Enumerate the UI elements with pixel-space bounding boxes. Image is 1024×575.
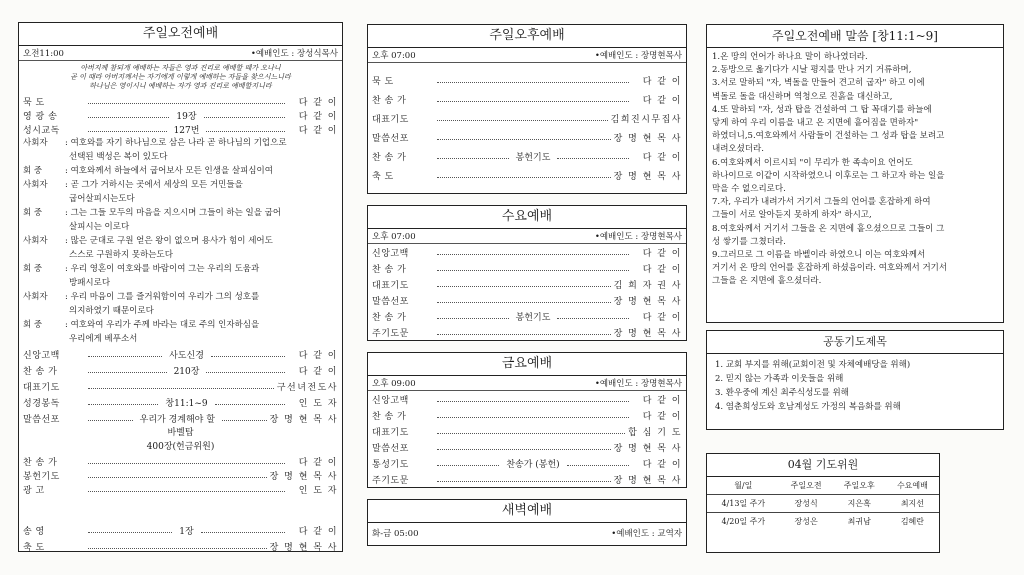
order-row <box>368 128 686 147</box>
order-person: 김 희 자 권 사 <box>613 280 682 291</box>
order-label: 찬 송 가 <box>372 96 407 106</box>
order-detail: 찬송가 (봉헌) <box>502 457 563 470</box>
order-detail: 창11:1~9 <box>161 396 211 409</box>
order-row <box>368 71 686 90</box>
responsive-line <box>19 290 342 304</box>
reading-cont: 굽어살피시는도다 <box>69 194 135 204</box>
verse-line: 내려오셨더라. <box>712 144 764 155</box>
order-label: 영 광 송 <box>23 111 58 122</box>
responsive-line <box>19 318 342 332</box>
reading-cont: 우리에게 베푸소서 <box>69 334 138 344</box>
responsive-reading <box>19 136 342 346</box>
morning-service-panel <box>18 22 343 552</box>
responsive-line <box>19 136 342 150</box>
verse-line: 4.또 말하되 "자, 성과 탑을 건설하여 그 탑 꼭대기를 하늘에 <box>712 104 932 115</box>
prayer-topic-item: 4. 염춘희성도와 호남계성도 가정의 복음화를 위해 <box>715 402 901 412</box>
sermon-text-title: 주일오전예배 말씀 [창11:1~9] <box>707 25 1003 48</box>
verse-line: 1.온 땅의 언어가 하나요 말이 하나였더라. <box>712 52 868 62</box>
table-cell: 최귀남 <box>833 513 886 531</box>
order-label: 찬 송 가 <box>372 312 407 323</box>
order-row <box>19 394 342 410</box>
order-label: 성경봉독 <box>23 398 60 409</box>
order-row <box>19 468 342 482</box>
order-person: 장 명 현 목 사 <box>613 296 682 307</box>
prayer-members-title: 04월 기도위원 <box>707 454 939 477</box>
order-row <box>368 455 686 471</box>
order-label: 찬 송 가 <box>372 153 407 163</box>
reading-text: : 우리 마음이 그를 즐거워함이여 우리가 그의 성호를 <box>65 292 260 302</box>
order-label: 대표기도 <box>372 280 409 291</box>
speaker: 회 중 <box>23 320 43 330</box>
dawn-service-title: 새벽예배 <box>368 500 686 523</box>
order-row <box>368 423 686 439</box>
order-label: 신앙고백 <box>372 395 409 406</box>
wednesday-header <box>368 229 686 244</box>
dawn-time: 화-금 05:00 <box>372 529 419 539</box>
reading-cont: 방패시로다 <box>69 278 111 288</box>
verse-line: 성 쌓기를 그쳤더라. <box>712 236 786 247</box>
order-person: 다 같 이 <box>642 459 683 470</box>
order-detail: 19장 <box>172 109 200 122</box>
reading-text: : 여호와를 자기 하나님으로 삼은 나라 곧 하나님의 기업으로 <box>65 138 287 148</box>
reading-cont: 살피시는 이로다 <box>69 222 130 232</box>
order-row <box>19 522 342 538</box>
order-row <box>368 166 686 185</box>
order-row <box>368 276 686 292</box>
responsive-line <box>19 206 342 220</box>
order-person: 장 명 현 목 사 <box>613 443 682 454</box>
order-person: 다 같 이 <box>642 153 682 163</box>
order-person: 인 도 자 <box>298 485 338 496</box>
afternoon-header <box>368 48 686 63</box>
verse-line: 거기서 온 땅의 언어를 혼잡하게 하셨음이라. 여호와께서 거기서 <box>712 263 948 274</box>
prayer-topic-item: 1. 교회 부지를 위해(교회이전 및 자체예배당을 위해) <box>715 360 911 370</box>
wednesday-service-title: 수요예배 <box>368 206 686 229</box>
friday-leader: •예배인도 : 장명현목사 <box>594 379 682 389</box>
table-cell: 지은혹 <box>833 495 886 513</box>
order-row <box>368 324 686 340</box>
responsive-line <box>19 178 342 192</box>
prayer-topic-item: 2. 믿지 않는 가족과 이웃들을 위해 <box>715 374 844 384</box>
afternoon-time: 오후 07:00 <box>372 51 416 61</box>
dawn-header <box>368 523 686 540</box>
table-cell: 장성식 <box>780 495 833 513</box>
responsive-line <box>19 164 342 178</box>
order-detail: 210장 <box>170 364 204 377</box>
table-header: 주일오후 <box>843 481 875 490</box>
order-person: 장 명 현 목 사 <box>269 414 339 425</box>
table-row <box>707 513 939 531</box>
order-row <box>368 407 686 423</box>
order-row <box>19 410 342 426</box>
prayer-members-table <box>707 477 939 530</box>
reading-cont: 의지하였기 때문이로다 <box>69 306 154 316</box>
sermon-title-line2: 바벨탑 <box>167 428 194 438</box>
table-cell: 김혜란 <box>886 513 939 531</box>
order-row <box>19 108 342 122</box>
order-detail: 봉헌기도 <box>512 310 555 323</box>
verse-line: 벽돌로 돌을 대신하며 역청으로 진흙을 대신하고, <box>712 91 893 102</box>
order-row <box>368 308 686 324</box>
order-label: 말씀선포 <box>23 414 60 425</box>
reading-text: : 그는 그들 모두의 마음을 지으시며 그들이 하는 일을 굽어 <box>65 208 282 218</box>
order-person: 다 같 이 <box>298 97 338 108</box>
order-detail: 127번 <box>170 123 204 136</box>
prayer-topics-panel <box>706 330 1004 430</box>
order-person: 다 같 이 <box>642 312 682 323</box>
order-label: 성시교독 <box>23 125 60 136</box>
order-label: 신앙고백 <box>23 350 60 361</box>
order-row <box>19 94 342 108</box>
order-label: 대표기도 <box>23 382 60 393</box>
table-cell: 장성은 <box>780 513 833 531</box>
morning-time: 오전11:00 <box>23 49 64 59</box>
order-person: 다 같 이 <box>298 526 339 537</box>
order-row <box>368 147 686 166</box>
wednesday-service-panel <box>367 205 687 341</box>
order-person: 다 같 이 <box>298 111 338 122</box>
order-label: 대표기도 <box>372 115 409 125</box>
order-person: 다 같 이 <box>298 366 338 377</box>
hymn-note: 400장(헌금위원) <box>146 442 215 452</box>
order-label: 찬 송 가 <box>23 366 58 377</box>
prayer-topic-item: 3. 환우중에 계신 최주식성도를 위해 <box>715 388 849 398</box>
reading-text: : 여호와여 우리가 주께 바라는 대로 주의 인자하심을 <box>65 320 260 330</box>
order-person: 장 명 현 목 사 <box>613 475 682 486</box>
afternoon-service-title: 주일오후예배 <box>368 25 686 48</box>
order-label: 묵 도 <box>23 97 45 108</box>
order-row <box>368 90 686 109</box>
verse-line: 8.여호와께서 거기서 그들을 온 지면에 흩으셨으므로 그들이 그 <box>712 223 945 234</box>
order-person: 다 같 이 <box>642 248 682 259</box>
order-person: 다 같 이 <box>642 411 682 422</box>
order-label: 말씀선포 <box>372 134 409 144</box>
morning-service-title: 주일오전예배 <box>19 23 342 46</box>
order-row <box>368 391 686 407</box>
reading-cont: 스스로 구원하지 못하는도다 <box>69 250 173 260</box>
order-row <box>368 471 686 487</box>
friday-service-title: 금요예배 <box>368 353 686 376</box>
table-cell: 4/20일 주가 <box>707 513 780 531</box>
order-row <box>368 244 686 260</box>
friday-time: 오후 09:00 <box>372 379 416 389</box>
order-person: 인 도 자 <box>298 398 339 409</box>
speaker: 사회자 <box>23 292 48 302</box>
order-label: 주기도문 <box>372 328 409 339</box>
order-row <box>19 346 342 362</box>
order-label: 찬 송 가 <box>372 411 407 422</box>
order-person: 장 명 현 목 사 <box>613 134 682 144</box>
table-header: 수요예배 <box>896 481 928 490</box>
speaker: 회 중 <box>23 208 43 218</box>
order-row <box>368 109 686 128</box>
order-label: 광 고 <box>23 485 45 496</box>
order-label: 찬 송 가 <box>372 264 407 275</box>
table-cell: 최지선 <box>886 495 939 513</box>
speaker: 회 중 <box>23 264 43 274</box>
order-person: 다 같 이 <box>642 395 682 406</box>
morning-leader: •예배인도 : 장성식목사 <box>250 49 338 59</box>
order-person: 다 같 이 <box>298 457 338 468</box>
verse-line: 6.여호와께서 이르시되 "이 무리가 한 족속이요 언어도 <box>712 157 913 168</box>
speaker: 사회자 <box>23 236 48 246</box>
reading-text: : 우리 영혼이 여호와를 바람이여 그는 우리의 도움과 <box>65 264 260 274</box>
order-person: 다 같 이 <box>298 125 338 136</box>
table-row <box>707 495 939 513</box>
order-row <box>19 482 342 496</box>
speaker: 사회자 <box>23 138 48 148</box>
speaker: 회 중 <box>23 166 43 176</box>
order-label: 묵 도 <box>372 77 394 87</box>
order-row <box>368 292 686 308</box>
morning-intro <box>19 61 342 94</box>
verse-line: 하나이므로 이같이 시작하였으니 이후로는 그 하고자 하는 일을 <box>712 170 945 181</box>
order-row <box>368 439 686 455</box>
verse-line: 그들이 서로 알아듣지 못하게 하자" 하시고, <box>712 210 872 221</box>
order-row <box>368 260 686 276</box>
order-row <box>19 454 342 468</box>
sermon-text-panel <box>706 24 1004 323</box>
sermon-text-body <box>707 48 1003 292</box>
afternoon-service-panel <box>367 24 687 194</box>
morning-service-header <box>19 46 342 61</box>
prayer-topics-list <box>707 354 1003 418</box>
order-person: 장 명 현 목 사 <box>613 172 682 182</box>
friday-service-panel <box>367 352 687 488</box>
order-person: 장 명 현 목 사 <box>269 471 338 482</box>
order-detail: 1장 <box>175 524 197 537</box>
order-person: 김희진시무집사 <box>610 115 682 125</box>
reading-text: : 여호와께서 하늘에서 굽어보사 모든 인생을 살피심이여 <box>65 166 273 176</box>
order-person: 장 명 현 목 사 <box>269 542 338 553</box>
order-label: 송 영 <box>23 526 45 537</box>
intro-line: 곧 이 때라 아버지께서는 자기에게 이렇게 예배하는 자들을 찾으시느니라 <box>70 73 291 81</box>
order-person: 다 같 이 <box>298 350 338 361</box>
order-person: 다 같 이 <box>642 96 682 106</box>
reading-text: : 곧 그가 거하시는 곳에서 세상의 모든 거민들을 <box>65 180 243 190</box>
verse-line: 2.동방으로 옮기다가 시날 평지를 만나 거기 거류하며, <box>712 65 912 76</box>
dawn-service-panel <box>367 499 687 546</box>
wednesday-time: 오후 07:00 <box>372 232 416 242</box>
order-person: 다 같 이 <box>642 264 682 275</box>
order-person: 다 같 이 <box>642 77 682 87</box>
reading-cont: 선택된 백성은 복이 있도다 <box>69 152 168 162</box>
order-label: 축 도 <box>23 542 45 553</box>
friday-header <box>368 376 686 391</box>
wednesday-leader: •예배인도 : 장명현목사 <box>594 232 682 242</box>
verse-line: 9.그러므로 그 이름을 바벨이라 하였으니 이는 여호와께서 <box>712 250 926 261</box>
intro-line: 하나님은 영이시니 예배하는 자가 영과 진리로 예배할지니라 <box>89 82 272 90</box>
order-label: 말씀선포 <box>372 443 409 454</box>
order-label: 대표기도 <box>372 427 409 438</box>
responsive-line <box>19 262 342 276</box>
order-label: 축 도 <box>372 172 394 182</box>
order-row <box>19 378 342 394</box>
dawn-leader: •예배인도 : 교역자 <box>611 529 682 539</box>
order-row <box>19 122 342 136</box>
table-cell: 4/13일 주가 <box>707 495 780 513</box>
verse-line: 하였더니,5.여호와께서 사람들이 건설하는 그 성과 탑을 보려고 <box>712 131 945 142</box>
order-label: 찬 송 가 <box>23 457 58 468</box>
order-detail: 봉헌기도 <box>512 150 555 163</box>
order-label: 신앙고백 <box>372 248 409 259</box>
verse-line: 닿게 하여 우리 이름을 내고 온 지면에 흩어짐을 면하자" <box>712 118 919 129</box>
order-label: 주기도문 <box>372 475 409 486</box>
afternoon-leader: •예배인도 : 장명현목사 <box>594 51 682 61</box>
order-label: 통성기도 <box>372 459 409 470</box>
verse-line: 그들을 온 지면에 흩으셨더라. <box>712 276 822 287</box>
responsive-line <box>19 234 342 248</box>
order-label: 말씀선포 <box>372 296 409 307</box>
verse-line: 7.자, 우리가 내려가서 거기서 그들의 언어를 혼잡하게 하여 <box>712 197 931 208</box>
order-label: 봉헌기도 <box>23 471 60 482</box>
verse-line: 막을 수 없으리로다. <box>712 184 786 195</box>
order-detail: 우리가 경계해야 할 <box>136 412 219 425</box>
prayer-topics-title: 공동기도제목 <box>707 331 1003 354</box>
order-person: 장 명 현 목 사 <box>613 328 682 339</box>
order-row <box>19 362 342 378</box>
table-header: 주일오전 <box>790 481 822 490</box>
prayer-members-panel <box>706 453 940 553</box>
order-detail: 사도신경 <box>165 348 208 361</box>
order-person: 합 심 기 도 <box>628 427 682 438</box>
table-header-row <box>707 477 939 495</box>
order-row <box>19 538 342 554</box>
verse-line: 3.서로 말하되 "자, 벽돌을 만들어 견고히 굽자" 하고 이에 <box>712 78 925 89</box>
intro-line: 아버지께 참되게 예배하는 자들은 영과 진리로 예배할 때가 오나니 <box>80 64 281 72</box>
table-header: 월/일 <box>734 481 753 490</box>
speaker: 사회자 <box>23 180 48 190</box>
reading-text: : 많은 군대로 구원 얻은 왕이 없으며 용사가 힘이 세어도 <box>65 236 273 246</box>
order-person: 구선녀전도사 <box>276 382 338 393</box>
